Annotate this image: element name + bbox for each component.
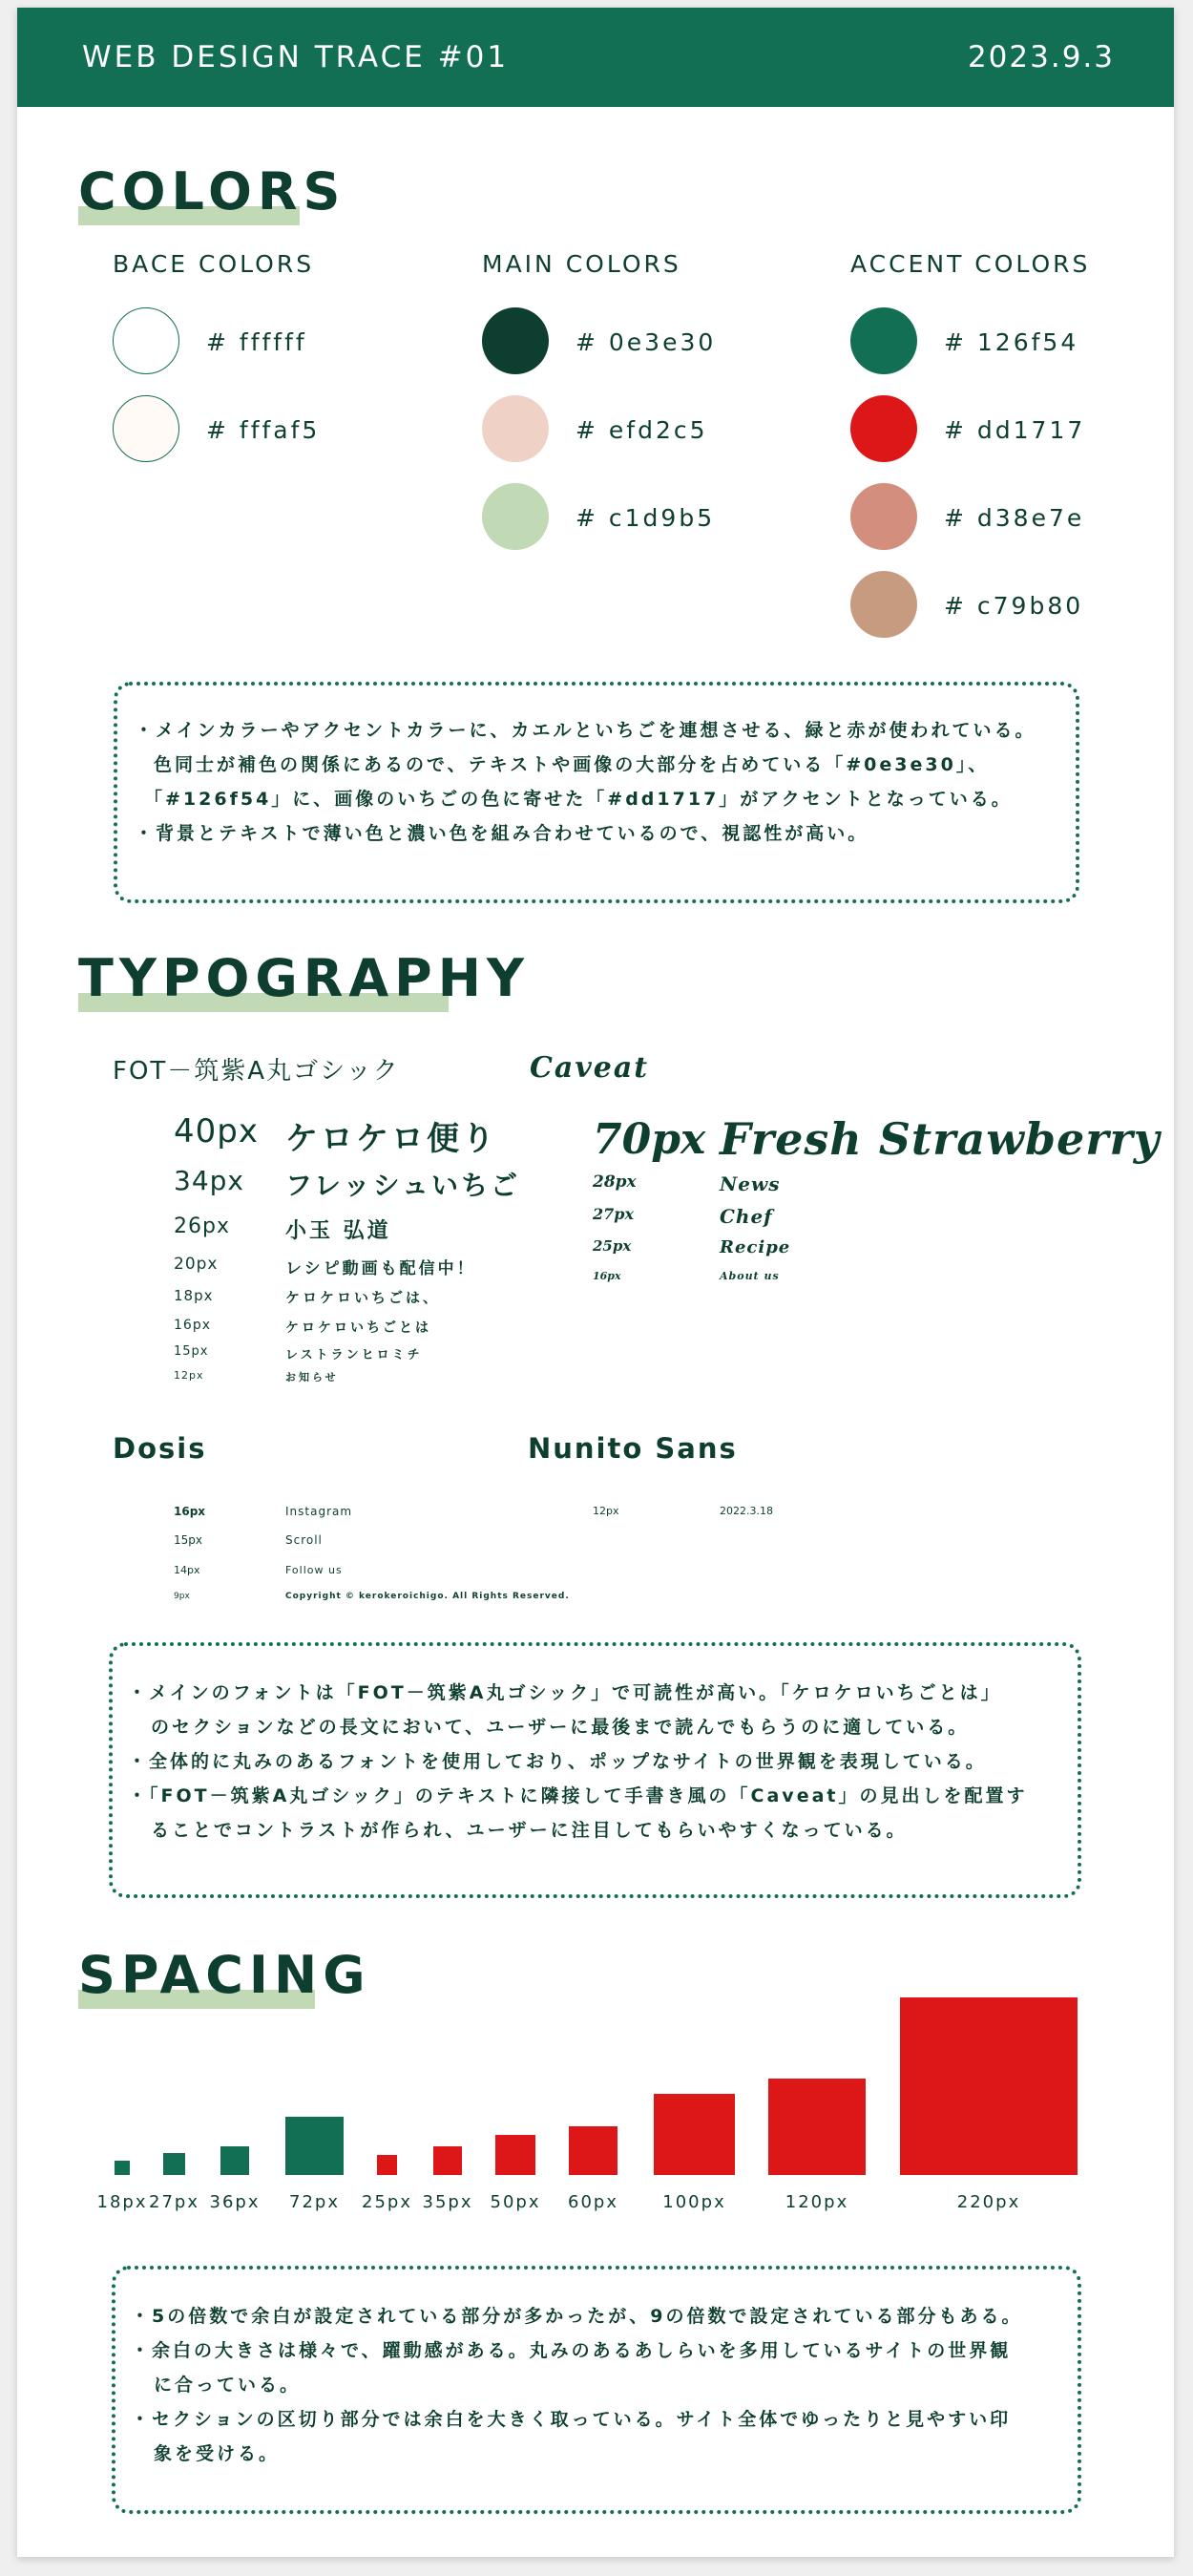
spacing-bar-label: 60px — [568, 2192, 618, 2212]
page-card — [17, 8, 1174, 2557]
spacing-note-line: に合っている。 — [154, 2375, 302, 2396]
type-size-label: 70px — [593, 1115, 706, 1164]
type-size-label: 12px — [174, 1369, 204, 1382]
header-bar — [17, 8, 1174, 107]
colors-note-line: ・メインカラーやアクセントカラーに、カエルといちごを連想させる、緑と赤が使われている。 — [135, 720, 1036, 741]
type-sample-text: レシピ動画も配信中！ — [285, 1259, 476, 1278]
spacing-bar — [220, 2146, 249, 2175]
spacing-note-line: ・余白の大きさは様々で、躍動感がある。丸みのあるあしらいを多用しているサイトの世界観 — [131, 2340, 1012, 2361]
type-size-label: 27px — [593, 1205, 634, 1223]
color-swatch — [850, 307, 917, 374]
color-hex-label: # efd2c5 — [576, 416, 708, 444]
spacing-bar-label: 36px — [209, 2192, 261, 2212]
color-swatch — [113, 307, 179, 374]
base-colors-heading: BACE COLORS — [113, 250, 315, 278]
type-size-label: 12px — [593, 1505, 619, 1517]
font-name-tsukushi: FOT－筑紫A丸ゴシック — [113, 1057, 400, 1086]
font-name-dosis: Dosis — [113, 1432, 207, 1465]
typography-note-line: ・メインのフォントは「FOT－筑紫A丸ゴシック」で可読性が高い。「ケロケロいちごとは」 — [128, 1682, 1002, 1703]
spacing-bar-label: 120px — [785, 2192, 849, 2212]
font-name-nunito: Nunito Sans — [528, 1432, 738, 1465]
type-sample-text: ケロケロ便り — [285, 1120, 497, 1158]
spacing-bar — [569, 2126, 617, 2175]
type-size-label: 28px — [593, 1172, 637, 1192]
type-sample-text: ケロケロいちごとは — [285, 1320, 431, 1336]
type-size-label: 16px — [174, 1318, 211, 1333]
spacing-note-line: ・5の倍数で余白が設定されている部分が多かったが、9の倍数で設定されている部分もある。 — [131, 2306, 1023, 2327]
spacing-title: SPACING — [78, 1950, 371, 2001]
color-swatch — [850, 571, 917, 638]
type-sample-text: Instagram — [285, 1505, 353, 1518]
header-title: WEB DESIGN TRACE #01 — [82, 40, 510, 74]
color-hex-label: # 0e3e30 — [576, 328, 717, 356]
typography-notes-box — [109, 1642, 1081, 1898]
type-sample-text: 小玉 弘道 — [285, 1219, 391, 1243]
type-sample-text: フレッシュいちご — [285, 1170, 521, 1201]
type-size-label: 15px — [174, 1533, 202, 1547]
accent-colors-heading: ACCENT COLORS — [850, 250, 1091, 278]
color-hex-label: # c79b80 — [944, 592, 1084, 620]
spacing-note-line: 象を受ける。 — [154, 2443, 281, 2464]
header-date: 2023.9.3 — [967, 40, 1115, 74]
type-size-label: 25px — [593, 1237, 632, 1255]
color-hex-label: # 126f54 — [944, 328, 1079, 356]
colors-note-line: 「#126f54」に、画像のいちごの色に寄せた「#dd1717」がアクセントとなっている。 — [144, 789, 1013, 810]
type-size-label: 26px — [174, 1214, 230, 1238]
color-swatch — [113, 395, 179, 462]
spacing-bar-label: 100px — [662, 2192, 726, 2212]
type-size-label: 16px — [174, 1505, 206, 1518]
typography-note-line: ・全体的に丸みのあるフォントを使用しており、ポップなサイトの世界観を表現している。 — [128, 1751, 987, 1772]
type-sample-text: レストランヒロミチ — [285, 1348, 423, 1362]
color-swatch — [850, 483, 917, 550]
spacing-bar-label: 27px — [149, 2192, 199, 2212]
spacing-bar — [900, 1997, 1078, 2175]
color-hex-label: # fffaf5 — [206, 416, 321, 444]
spacing-bar — [115, 2161, 130, 2175]
type-sample-text: Fresh Strawberry — [720, 1113, 1161, 1165]
type-sample-text: Recipe — [720, 1237, 791, 1257]
type-size-label: 34px — [174, 1165, 244, 1196]
color-hex-label: # c1d9b5 — [576, 504, 716, 532]
spacing-note-line: ・セクションの区切り部分では余白を大きく取っている。サイト全体でゆったりと見やすい印 — [131, 2409, 1012, 2430]
color-hex-label: # d38e7e — [944, 504, 1085, 532]
type-sample-text: お知らせ — [285, 1371, 339, 1383]
type-sample-text: News — [720, 1172, 781, 1195]
colors-title: COLORS — [78, 166, 345, 218]
color-swatch — [482, 483, 549, 550]
colors-note-line: 色同士が補色の関係にあるので、テキストや画像の大部分を占めている「#0e3e30」、 — [154, 754, 990, 775]
type-sample-text: 2022.3.18 — [720, 1505, 773, 1517]
type-sample-text: Copyright © kerokeroichigo. All Rights Reserved. — [285, 1592, 570, 1601]
spacing-bar — [163, 2153, 185, 2175]
spacing-bar — [495, 2135, 535, 2175]
type-size-label: 16px — [593, 1270, 621, 1282]
typography-title: TYPOGRAPHY — [78, 953, 530, 1004]
type-sample-text: Scroll — [285, 1533, 323, 1547]
typography-note-line: ・「FOT－筑紫A丸ゴシック」のテキストに隣接して手書き風の「Caveat」の見出しを配置す — [128, 1785, 1028, 1806]
spacing-bar — [377, 2155, 397, 2175]
spacing-bar — [654, 2094, 735, 2175]
color-hex-label: # dd1717 — [944, 416, 1086, 444]
spacing-bar — [433, 2146, 462, 2175]
color-swatch — [482, 395, 549, 462]
type-sample-text: About us — [720, 1270, 780, 1282]
color-hex-label: # ffffff — [206, 328, 307, 356]
spacing-bar — [285, 2117, 344, 2175]
font-name-caveat: Caveat — [530, 1051, 650, 1085]
spacing-notes-box — [112, 2266, 1081, 2514]
type-size-label: 15px — [174, 1344, 209, 1359]
type-sample-text: Follow us — [285, 1564, 343, 1576]
main-colors-heading: MAIN COLORS — [482, 250, 681, 278]
colors-notes-box — [114, 682, 1079, 903]
spacing-bar-label: 18px — [96, 2192, 148, 2212]
colors-note-line: ・背景とテキストで薄い色と濃い色を組み合わせているので、視認性が高い。 — [135, 823, 869, 844]
type-size-label: 40px — [174, 1112, 259, 1151]
typography-note-line: のセクションなどの長文において、ユーザーに最後まで読んでもらうのに適している。 — [151, 1717, 970, 1738]
type-size-label: 9px — [174, 1592, 190, 1601]
color-swatch — [850, 395, 917, 462]
spacing-bar-label: 35px — [422, 2192, 473, 2212]
type-sample-text: ケロケロいちごは、 — [285, 1289, 441, 1306]
spacing-bar-label: 50px — [490, 2192, 541, 2212]
typography-note-line: ることでコントラストが作られ、ユーザーに注目してもらいやすくなっている。 — [151, 1820, 908, 1841]
spacing-bar — [768, 2079, 866, 2175]
color-swatch — [482, 307, 549, 374]
spacing-bar-label: 220px — [956, 2192, 1021, 2212]
spacing-bar-label: 72px — [289, 2192, 340, 2212]
type-sample-text: Chef — [720, 1205, 773, 1228]
type-size-label: 20px — [174, 1255, 219, 1274]
type-size-label: 14px — [174, 1564, 200, 1576]
type-size-label: 18px — [174, 1287, 214, 1304]
spacing-bar-label: 25px — [362, 2192, 412, 2212]
